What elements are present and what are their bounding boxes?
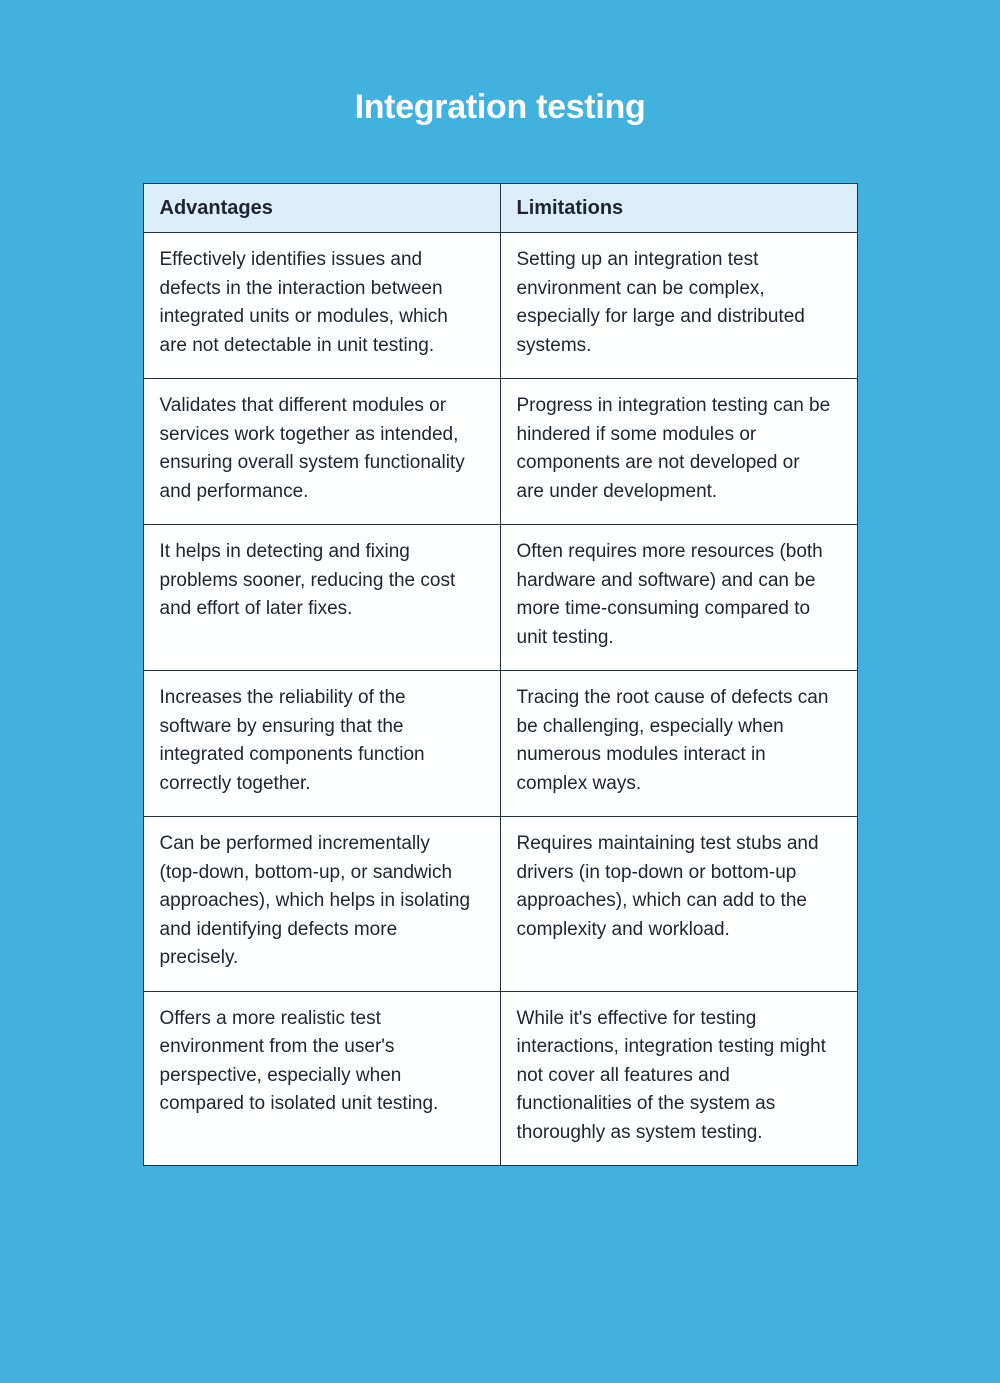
table-row bbox=[143, 379, 857, 525]
limitation-cell: Often requires more resources (both hardware and software) and can be more time-consuming compared to unit testing. bbox=[500, 525, 857, 671]
column-header-advantages: Advantages bbox=[143, 184, 500, 233]
limitation-cell: Requires maintaining test stubs and drivers (in top-down or bottom-up approaches), which can add to the complexity and workload. bbox=[500, 817, 857, 992]
advantage-cell: It helps in detecting and fixing problems sooner, reducing the cost and effort of later fixes. bbox=[143, 525, 500, 671]
page-title: Integration testing bbox=[354, 88, 646, 126]
advantage-cell: Increases the reliability of the software by ensuring that the integrated components function correctly together. bbox=[143, 671, 500, 817]
limitation-cell: Setting up an integration test environment can be complex, especially for large and distributed systems. bbox=[500, 233, 857, 379]
comparison-table bbox=[143, 183, 858, 1166]
table-row bbox=[143, 817, 857, 992]
table-row bbox=[143, 233, 857, 379]
advantage-cell: Effectively identifies issues and defects in the interaction between integrated units or modules, which are not detectable in unit testing. bbox=[143, 233, 500, 379]
limitation-cell: Progress in integration testing can be hindered if some modules or components are not developed or are under development. bbox=[500, 379, 857, 525]
table-row bbox=[143, 671, 857, 817]
table-row bbox=[143, 525, 857, 671]
advantage-cell: Validates that different modules or services work together as intended, ensuring overall system functionality and performance. bbox=[143, 379, 500, 525]
advantage-cell: Can be performed incrementally (top-down, bottom-up, or sandwich approaches), which helps in isolating and identifying defects more precisely. bbox=[143, 817, 500, 992]
advantage-cell: Offers a more realistic test environment from the user's perspective, especially when compared to isolated unit testing. bbox=[143, 991, 500, 1166]
table-row bbox=[143, 991, 857, 1166]
column-header-limitations: Limitations bbox=[500, 184, 857, 233]
limitation-cell: While it's effective for testing interactions, integration testing might not cover all features and functionalities of the system as thoroughly as system testing. bbox=[500, 991, 857, 1166]
limitation-cell: Tracing the root cause of defects can be challenging, especially when numerous modules interact in complex ways. bbox=[500, 671, 857, 817]
header-row bbox=[143, 184, 857, 233]
